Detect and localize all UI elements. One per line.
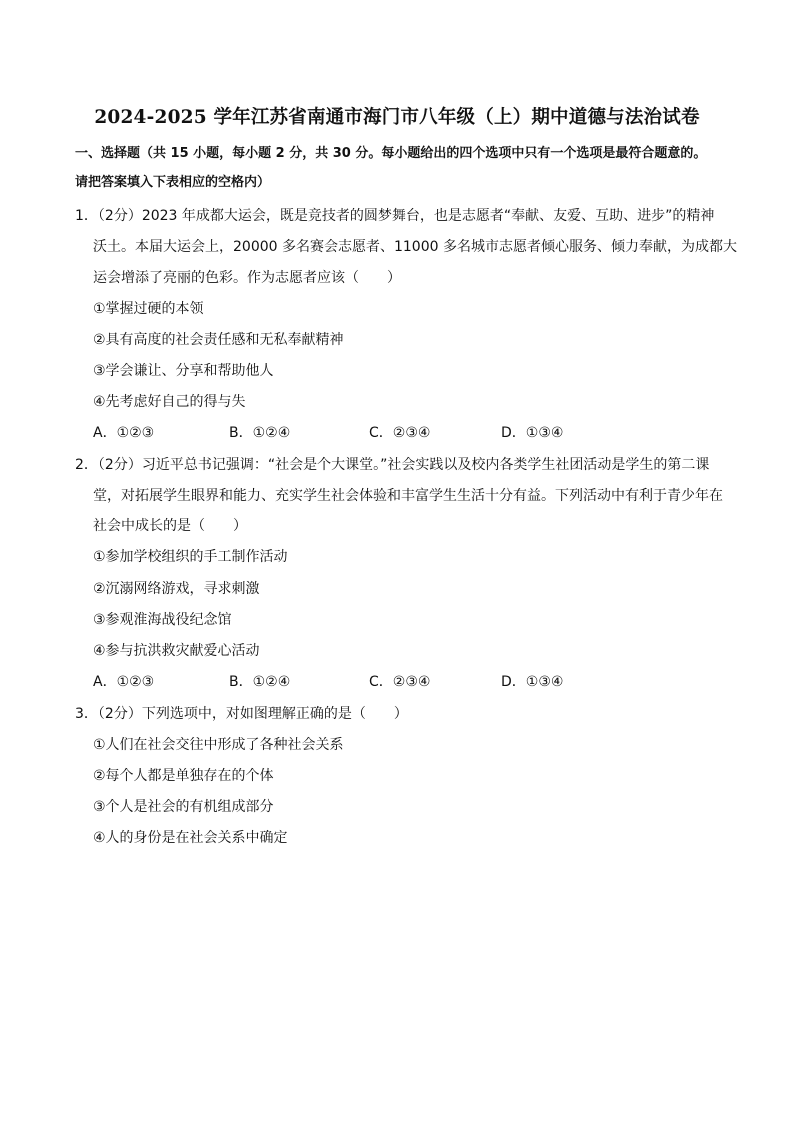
question-1-choice-c: C．②③④ [369, 425, 431, 441]
question-2-choice-a: A．①②③ [93, 674, 155, 690]
question-2-choice-d: D．①③④ [501, 674, 564, 690]
question-2-choice-c: C．②③④ [369, 674, 431, 690]
exam-title: 2024-2025 学年江苏省南通市海门市八年级（上）期中道德与法治试卷 [94, 107, 700, 128]
question-3-item-4: ④人的身份是在社会关系中确定 [93, 830, 288, 846]
question-2-item-1: ①参加学校组织的手工制作活动 [93, 549, 288, 565]
question-1-choice-d: D．①③④ [501, 425, 564, 441]
question-2-item-2: ②沉溺网络游戏，寻求刺激 [93, 581, 260, 597]
question-1-item-2: ②具有高度的社会责任感和无私奉献精神 [93, 332, 344, 348]
question-3-item-3: ③个人是社会的有机组成部分 [93, 799, 274, 815]
question-2-choice-b: B．①②④ [229, 674, 291, 690]
question-2-line-1: 2．（2分）习近平总书记强调：“社会是个大课堂。”社会实践以及校内各类学生社团活动是学生的第二课 [75, 457, 710, 473]
section-heading-line-1: 一、选择题（共 15 小题，每小题 2 分，共 30 分。每小题给出的四个选项中只有一个选项是最符合题意的。 [75, 146, 707, 161]
question-3-line-1: 3．（2分）下列选项中，对如图理解正确的是（ ） [75, 706, 408, 722]
question-3-item-1: ①人们在社会交往中形成了各种社会关系 [93, 737, 344, 753]
question-1-line-3: 运会增添了亮丽的色彩。作为志愿者应该（ ） [93, 270, 401, 286]
question-1-line-2: 沃土。本届大运会上，20000 多名赛会志愿者、11000 多名城市志愿者倾心服务、倾力奉献，为成都大 [93, 239, 737, 255]
question-1-item-4: ④先考虑好自己的得与失 [93, 394, 246, 410]
question-2-item-4: ④参与抗洪救灾献爱心活动 [93, 643, 260, 659]
question-1-choice-b: B．①②④ [229, 425, 291, 441]
question-3-item-2: ②每个人都是单独存在的个体 [93, 768, 274, 784]
question-1-line-1: 1．（2分）2023 年成都大运会，既是竞技者的圆梦舞台，也是志愿者“奉献、友爱、互助、进步”的精神 [75, 208, 715, 224]
question-1-item-3: ③学会谦让、分享和帮助他人 [93, 363, 274, 379]
question-1-item-1: ①掌握过硬的本领 [93, 301, 204, 317]
question-2-line-2: 堂，对拓展学生眼界和能力、充实学生社会体验和丰富学生生活十分有益。下列活动中有利于青少年在 [93, 488, 723, 504]
question-2-item-3: ③参观淮海战役纪念馆 [93, 612, 232, 628]
section-heading-line-2: 请把答案填入下表相应的空格内） [75, 175, 271, 190]
question-1-choice-a: A．①②③ [93, 425, 155, 441]
question-2-line-3: 社会中成长的是（ ） [93, 518, 247, 534]
